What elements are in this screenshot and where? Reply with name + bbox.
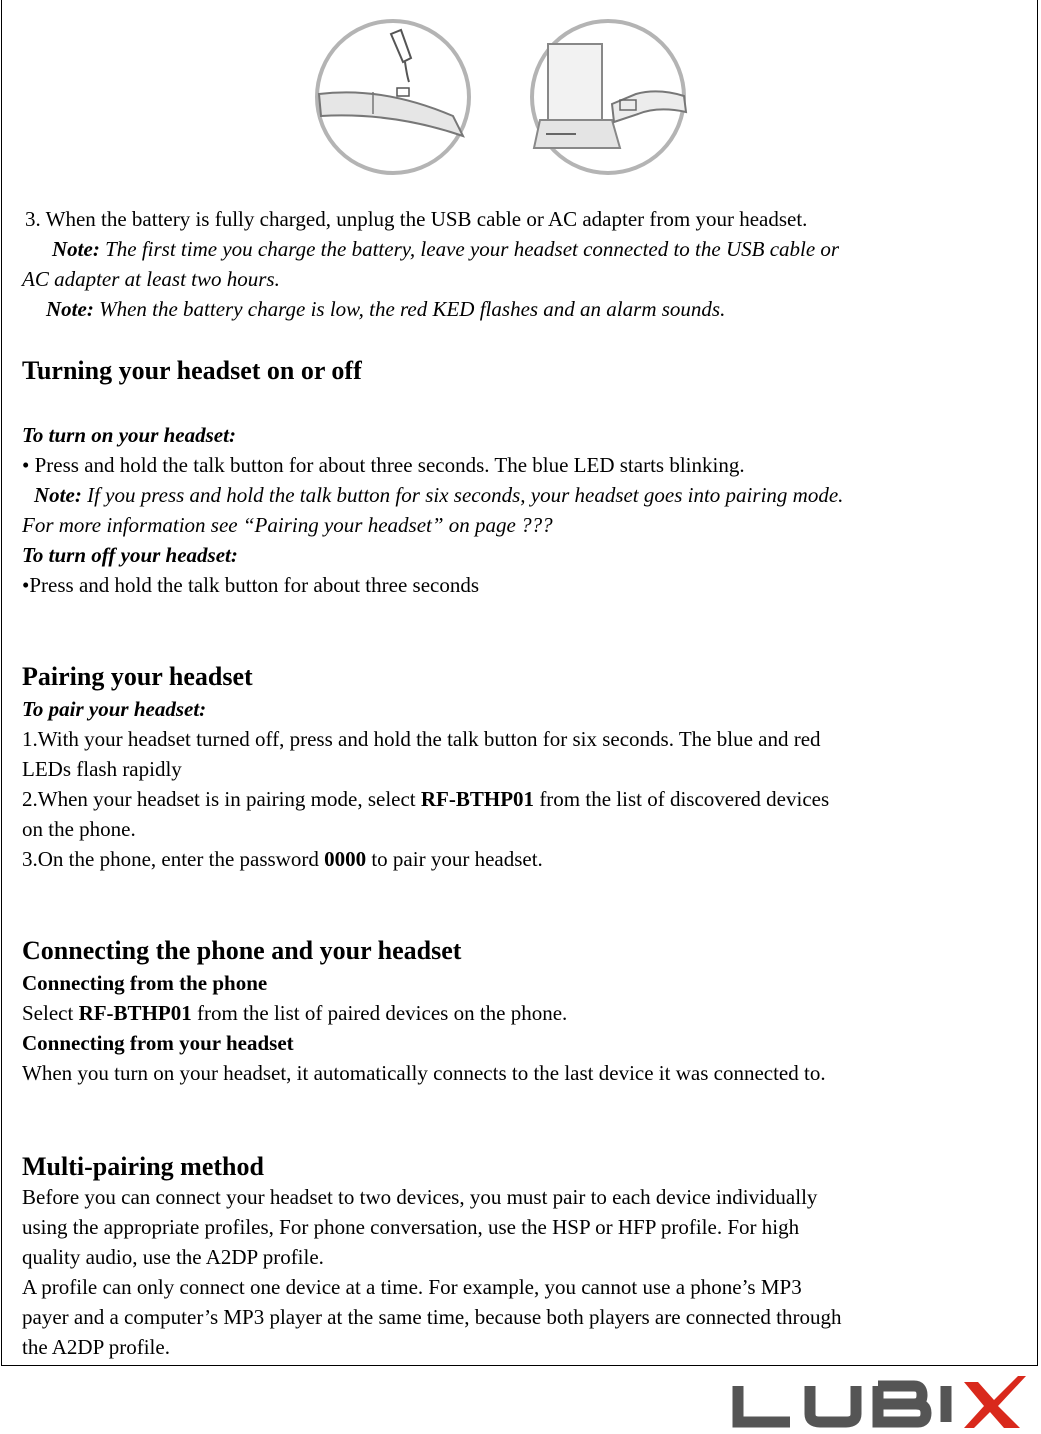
- power-on-subheading: To turn on your headset:: [22, 423, 236, 447]
- note-label: Note:: [46, 297, 94, 321]
- pairing-step1: 1.With your headset turned off, press and hold the talk button for six seconds. The blue and red: [22, 727, 821, 751]
- step-text: 3.On the phone, enter the password: [22, 847, 325, 871]
- note-text: If you press and hold the talk button for six seconds, your headset goes into pairing mode.: [81, 483, 844, 507]
- multi-line: Before you can connect your headset to two devices, you must pair to each device individually: [22, 1185, 818, 1209]
- pairing-step3: [22, 844, 543, 874]
- pairing-subheading: To pair your headset:: [22, 697, 207, 721]
- password: 0000: [324, 847, 367, 871]
- pairing-step1-cont: LEDs flash rapidly: [22, 757, 182, 781]
- note-label: Note:: [52, 237, 100, 261]
- multi-line: using the appropriate profiles, For phone conversation, use the HSP or HFP profile. For high: [22, 1215, 800, 1239]
- charging-note1-cont: AC adapter at least two hours.: [22, 267, 280, 291]
- power-on-step: • Press and hold the talk button for about three seconds. The blue LED starts blinking.: [22, 453, 745, 477]
- power-note-cont: For more information see “Pairing your headset” on page ???: [22, 513, 553, 537]
- step-text: Select: [22, 1001, 79, 1025]
- connecting-heading: Connecting the phone and your headset: [22, 936, 462, 965]
- connecting-headset-text: When you turn on your headset, it automatically connects to the last device it was connected to.: [22, 1061, 826, 1085]
- power-note: [34, 480, 843, 510]
- note-text: When the battery charge is low, the red KED flashes and an alarm sounds.: [93, 297, 726, 321]
- charging-note2: [46, 294, 725, 324]
- connecting-from-headset: Connecting from your headset: [22, 1031, 294, 1055]
- step-text: 2.When your headset is in pairing mode, select: [22, 787, 421, 811]
- step-text: from the list of paired devices on the phone.: [191, 1001, 568, 1025]
- multi-line: the A2DP profile.: [22, 1335, 170, 1359]
- multi-line: payer and a computer’s MP3 player at the same time, because both players are connected through: [22, 1305, 842, 1329]
- connecting-phone-text: [22, 998, 567, 1028]
- headset-charging-icon: [313, 16, 473, 178]
- multi-line: quality audio, use the A2DP profile.: [22, 1245, 324, 1269]
- pairing-step2-cont: on the phone.: [22, 817, 136, 841]
- device-name: RF-BTHP01: [420, 787, 535, 811]
- step-text: to pair your headset.: [366, 847, 543, 871]
- note-label: Note:: [34, 483, 82, 507]
- multi-heading: Multi-pairing method: [22, 1152, 264, 1181]
- charging-note1: [52, 234, 839, 264]
- pairing-heading: Pairing your headset: [22, 662, 253, 691]
- power-off-subheading: To turn off your headset:: [22, 543, 238, 567]
- multi-line: A profile can only connect one device at a time. For example, you cannot use a phone’s MP3: [22, 1275, 802, 1299]
- lubix-logo: [728, 1372, 1028, 1434]
- power-heading: Turning your headset on or off: [22, 356, 362, 385]
- connecting-from-phone: Connecting from the phone: [22, 971, 268, 995]
- power-off-step: •Press and hold the talk button for about three seconds: [22, 573, 480, 597]
- step-text: from the list of discovered devices: [534, 787, 830, 811]
- laptop-usb-icon: [528, 16, 688, 178]
- note-text: The first time you charge the battery, leave your headset connected to the USB cable or: [99, 237, 840, 261]
- pairing-step2: [22, 784, 829, 814]
- device-name: RF-BTHP01: [78, 1001, 192, 1025]
- charging-step3: 3. When the battery is fully charged, unplug the USB cable or AC adapter from your headset.: [25, 207, 808, 231]
